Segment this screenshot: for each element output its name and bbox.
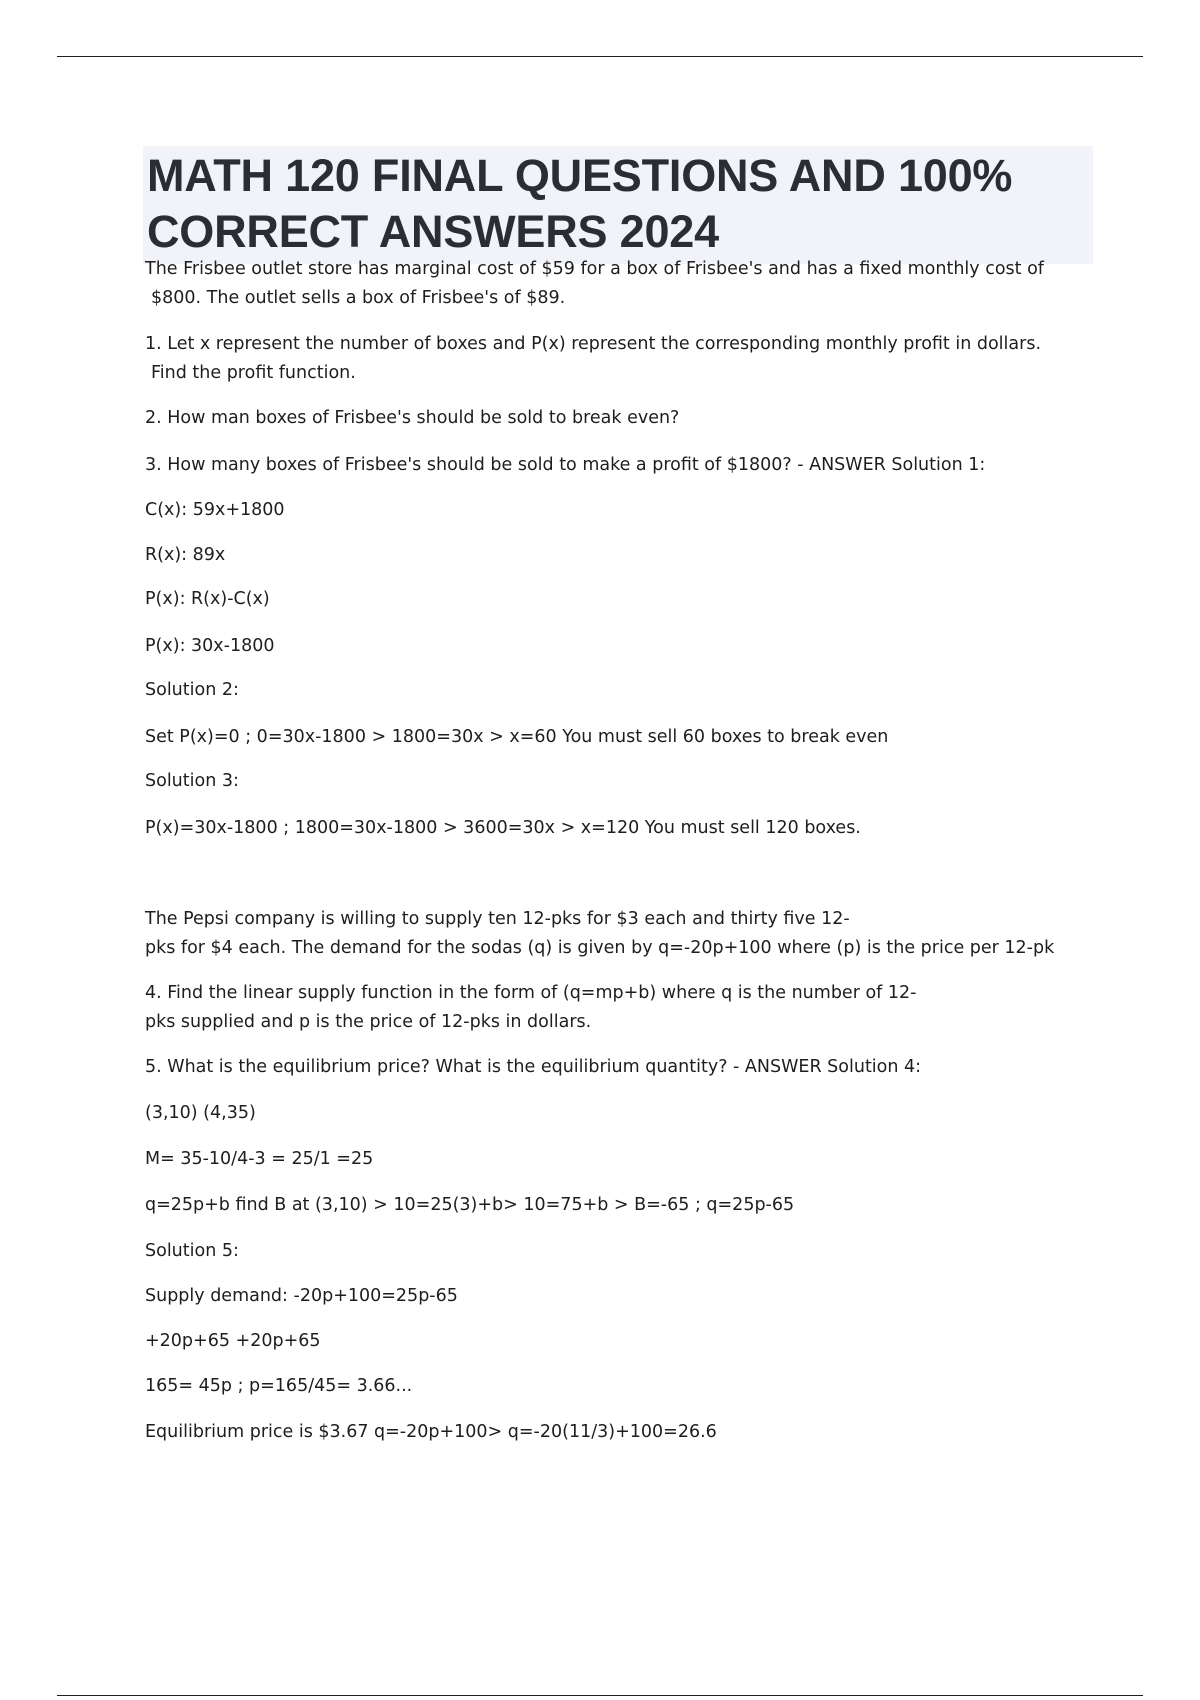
text-line: $800. The outlet sells a box of Frisbee's of $89. — [151, 288, 566, 308]
text-line: pks for $4 each. The demand for the sodas (q) is given by q=-20p+100 where (p) is the price per 12-pk — [145, 938, 1055, 958]
text-line: P(x): R(x)-C(x) — [145, 589, 270, 609]
text-line: M= 35-10/4-3 = 25/1 =25 — [145, 1149, 374, 1169]
text-line: Supply demand: -20p+100=25p-65 — [145, 1286, 458, 1306]
pepsi-paragraph — [145, 905, 1054, 963]
answer-line — [145, 1327, 321, 1356]
text-line: Solution 3: — [145, 771, 239, 791]
text-line: 3. How many boxes of Frisbee's should be sold to make a profit of $1800? - ANSWER Solution 1: — [145, 455, 986, 475]
title-line-1: MATH 120 FINAL QUESTIONS AND 100% — [147, 150, 1013, 201]
question-3 — [145, 451, 985, 480]
text-line: C(x): 59x+1800 — [145, 500, 285, 520]
text-line: 4. Find the linear supply function in the form of (q=mp+b) where q is the number of 12- — [145, 983, 917, 1003]
question-4 — [145, 979, 916, 1037]
text-line: P(x)=30x-1800 ; 1800=30x-1800 > 3600=30x > x=120 You must sell 120 boxes. — [145, 818, 861, 838]
answer-line — [145, 1418, 717, 1447]
text-line: Find the profit function. — [151, 363, 356, 383]
solution-heading — [145, 1237, 239, 1266]
header-rule — [57, 56, 1143, 57]
answer-line — [145, 632, 275, 661]
text-line: R(x): 89x — [145, 545, 226, 565]
question-1 — [145, 330, 1041, 388]
answer-line — [145, 496, 285, 525]
question-2 — [145, 404, 679, 433]
answer-line — [145, 814, 861, 843]
intro-paragraph — [145, 255, 1044, 313]
text-line: 1. Let x represent the number of boxes and P(x) represent the corresponding monthly profit in dollars. — [145, 334, 1042, 354]
text-line: 2. How man boxes of Frisbee's should be sold to break even? — [145, 408, 680, 428]
text-line: pks supplied and p is the price of 12-pks in dollars. — [145, 1012, 592, 1032]
answer-line — [145, 585, 270, 614]
text-line: Set P(x)=0 ; 0=30x-1800 > 1800=30x > x=60 You must sell 60 boxes to break even — [145, 727, 889, 747]
question-5 — [145, 1053, 921, 1082]
text-line: q=25p+b find B at (3,10) > 10=25(3)+b> 10=75+b > B=-65 ; q=25p-65 — [145, 1195, 795, 1215]
text-line: The Frisbee outlet store has marginal cost of $59 for a box of Frisbee's and has a fixed monthly cost of — [145, 259, 1044, 279]
title-line-2: CORRECT ANSWERS 2024 — [147, 206, 719, 257]
answer-line — [145, 1372, 412, 1401]
text-line: P(x): 30x-1800 — [145, 636, 275, 656]
text-line: +20p+65 +20p+65 — [145, 1331, 321, 1351]
answer-line — [145, 541, 225, 570]
solution-heading — [145, 767, 239, 796]
text-line: Solution 2: — [145, 680, 239, 700]
solution-heading — [145, 676, 239, 705]
document-title — [143, 146, 1093, 264]
answer-line — [145, 723, 888, 752]
text-line: Solution 5: — [145, 1241, 239, 1261]
footer-rule — [57, 1695, 1143, 1696]
answer-line — [145, 1099, 256, 1128]
text-line: 165= 45p ; p=165/45= 3.66... — [145, 1376, 413, 1396]
answer-line — [145, 1145, 373, 1174]
answer-line — [145, 1191, 794, 1220]
text-line: 5. What is the equilibrium price? What is the equilibrium quantity? - ANSWER Solution 4: — [145, 1057, 922, 1077]
text-line: Equilibrium price is $3.67 q=-20p+100> q=-20(11/3)+100=26.6 — [145, 1422, 717, 1442]
answer-line — [145, 1282, 458, 1311]
text-line: The Pepsi company is willing to supply ten 12-pks for $3 each and thirty five 12- — [145, 909, 850, 929]
text-line: (3,10) (4,35) — [145, 1103, 256, 1123]
